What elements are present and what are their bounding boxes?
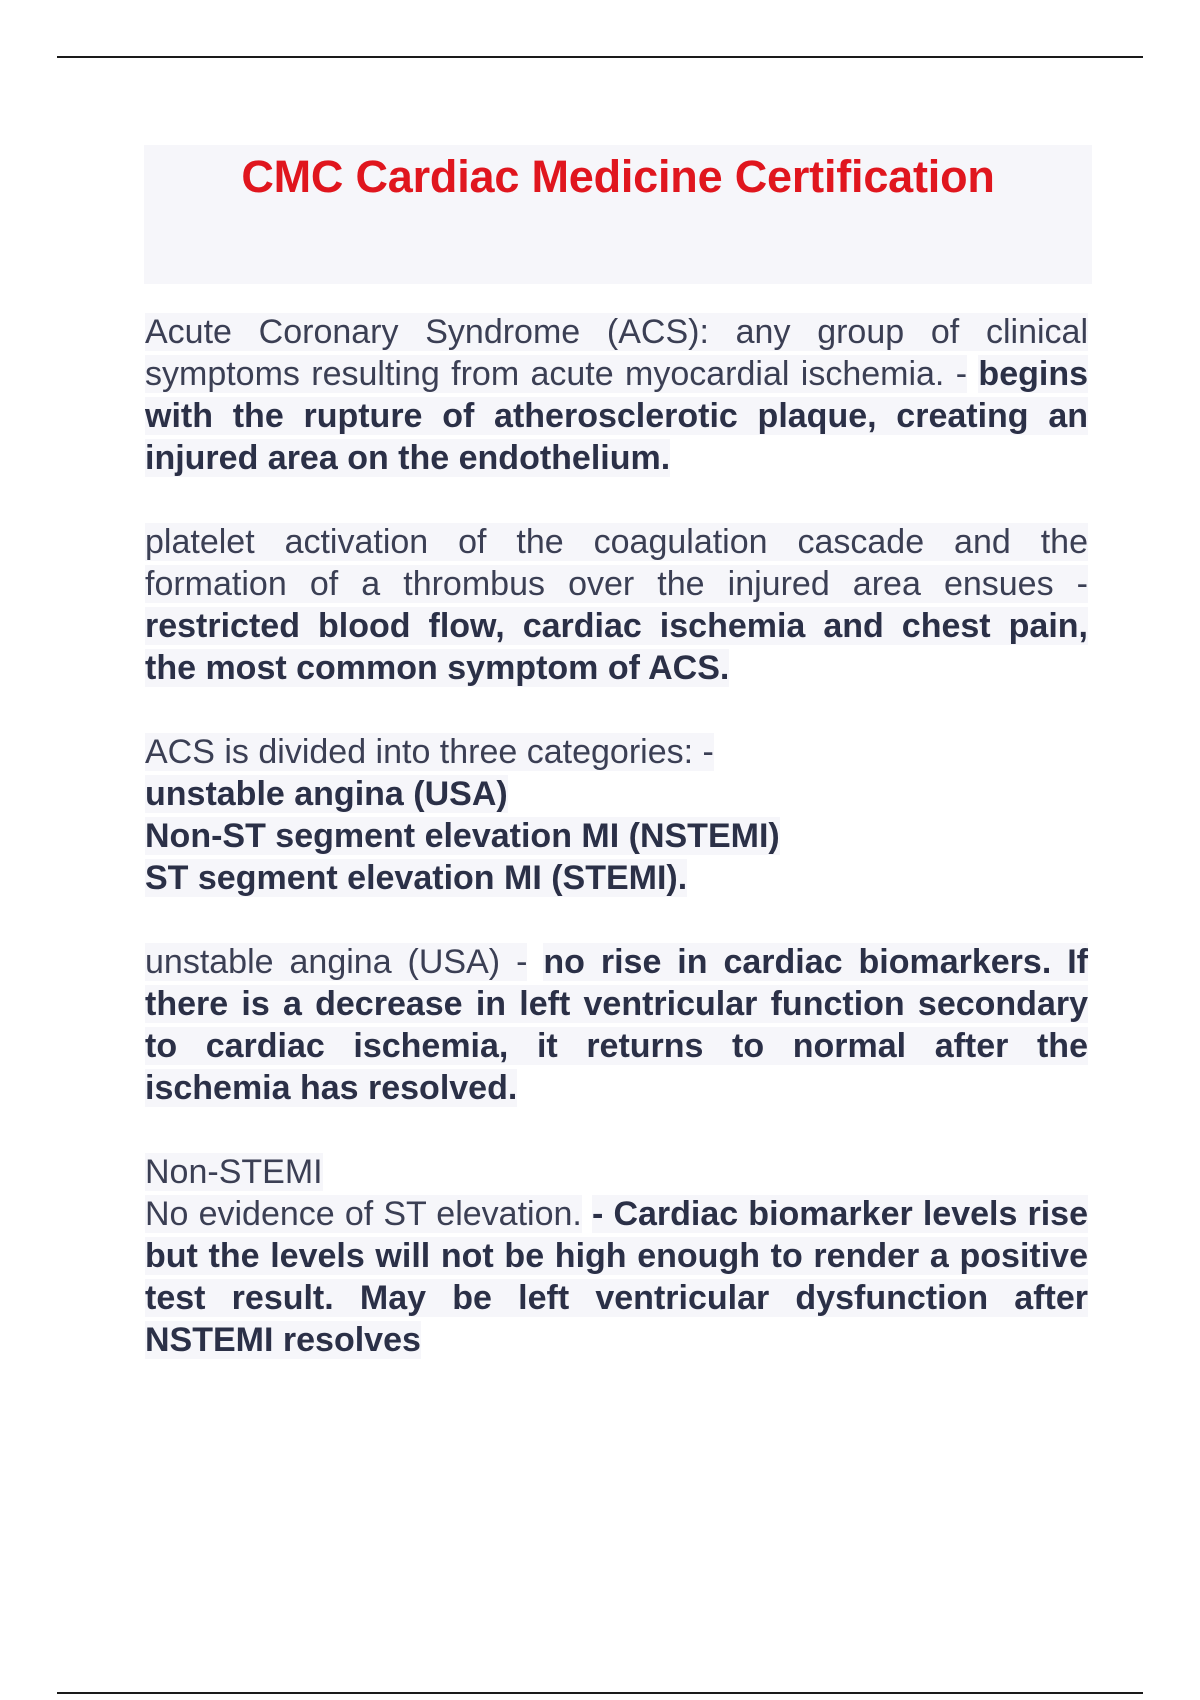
entry-acs-definition <box>145 311 1088 479</box>
entry-question: platelet activation of the coagulation cascade and the formation of a thrombus over the injured area ensues - <box>145 523 1088 603</box>
entry-question: unstable angina (USA) - <box>145 943 528 981</box>
category-stemi: ST segment elevation MI (STEMI). <box>145 859 688 897</box>
entry-platelet-activation <box>145 521 1088 689</box>
entry-answer: restricted blood flow, cardiac ischemia and chest pain, the most common symptom of ACS. <box>145 607 1088 687</box>
entry-question: Acute Coronary Syndrome (ACS): any group of clinical symptoms resulting from acute myocardial ischemia. - <box>145 313 1088 393</box>
entry-answer: begins with the rupture of atherosclerotic plaque, creating an injured area on the endothelium. <box>145 355 1088 477</box>
entry-question: No evidence of ST elevation. <box>145 1195 582 1233</box>
document-content <box>145 311 1088 1403</box>
category-unstable-angina: unstable angina (USA) <box>145 775 508 813</box>
entry-unstable-angina <box>145 941 1088 1109</box>
entry-question: ACS is divided into three categories: - <box>145 733 714 771</box>
entry-answer: no rise in cardiac biomarkers. If there is a decrease in left ventricular function secondary to cardiac ischemia, it returns to normal after the ischemia has resolved. <box>145 943 1088 1107</box>
entry-nstemi <box>145 1151 1088 1361</box>
title-box <box>144 145 1092 284</box>
document-title: CMC Cardiac Medicine Certification <box>241 151 995 202</box>
category-nstemi: Non-ST segment elevation MI (NSTEMI) <box>145 817 780 855</box>
header-rule <box>57 56 1143 58</box>
entry-answer: - Cardiac biomarker levels rise but the levels will not be high enough to render a positive test result. May be left ventricular dysfunction after NSTEMI resolves <box>145 1195 1088 1359</box>
entry-question-heading: Non-STEMI <box>145 1153 323 1191</box>
footer-rule <box>57 1692 1143 1694</box>
entry-acs-categories <box>145 731 1088 899</box>
